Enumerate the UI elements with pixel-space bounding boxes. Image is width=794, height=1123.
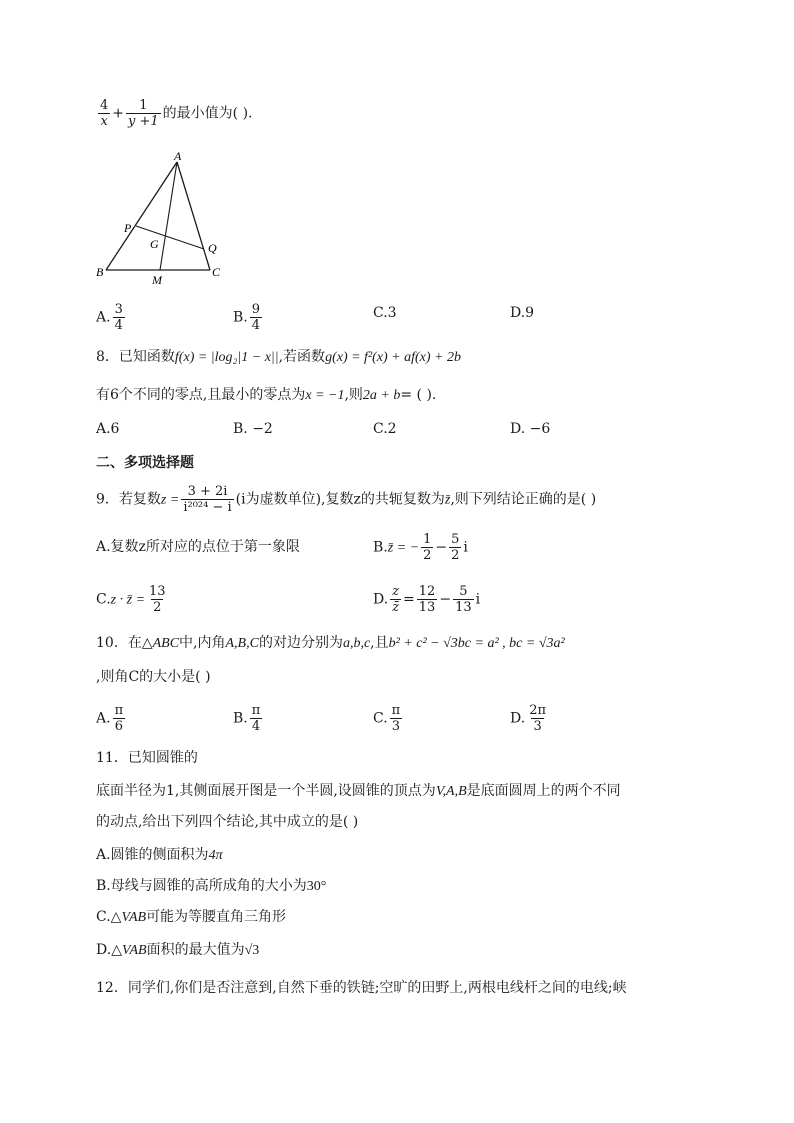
q9-option-d[interactable]: D. $\frac{z}{z̄}$ = $\frac{12}{13}$ − $\frac{5}{13}$ i <box>373 584 481 615</box>
q7-option-d[interactable]: D.9 <box>510 305 535 321</box>
q8-option-a[interactable]: A.6 <box>96 421 120 437</box>
q11-option-a[interactable]: A.圆锥的侧面积为4π <box>96 847 223 863</box>
label-B: B <box>96 265 104 279</box>
q7-stem: $\frac{4}{x}$ + $\frac{1}{y +1}$ 的最小值为( ). <box>100 98 253 129</box>
label-G: G <box>150 237 159 251</box>
q7-option-c[interactable]: C.3 <box>373 305 397 321</box>
q10-option-b[interactable]: B. $\frac{\pi}{4}$ <box>233 703 261 734</box>
section-title: 二、多项选择题 <box>96 455 194 471</box>
q11-line-1: 11．已知圆锥的 <box>96 750 198 766</box>
q11-option-c[interactable]: C.△VAB可能为等腰直角三角形 <box>96 909 287 925</box>
q10-option-d[interactable]: D. $\frac{2\pi}{3}$ <box>510 703 547 734</box>
q10-option-c[interactable]: C. $\frac{\pi}{3}$ <box>373 703 401 734</box>
q7-fraction-1: $\frac{4}{x}$ <box>100 98 109 129</box>
q8-option-c[interactable]: C.2 <box>373 421 397 437</box>
q12-line-1: 12．同学们,你们是否注意到,自然下垂的铁链;空旷的田野上,两根电线杆之间的电线;峡 <box>96 980 627 996</box>
label-M: M <box>152 273 162 287</box>
q8-line-2: 有6个不同的零点,且最小的零点为x = −1,则2a + b= ( ). <box>96 387 437 403</box>
q11-option-b[interactable]: B.母线与圆锥的高所成角的大小为30° <box>96 878 327 894</box>
q7-option-a[interactable]: A. $\frac{3}{4}$ <box>96 302 123 333</box>
q10-line-2: ,则角C的大小是( ) <box>96 669 211 685</box>
q11-line-3: 的动点,给出下列四个结论,其中成立的是( ) <box>96 814 359 830</box>
q8-line-1: 8．已知函数f(x) = |log₂|1 − x||,若函数g(x) = f²(x) + af(x) + 2b <box>96 349 461 365</box>
q7-option-b[interactable]: B. $\frac{9}{4}$ <box>233 302 261 333</box>
q9-option-b[interactable]: B.z̄ = − $\frac{1}{2}$ − $\frac{5}{2}$ i <box>373 532 468 563</box>
q9-stem: 9．若复数z = $\frac{3 + 2i}{\text{i²⁰²⁴ − i}}$ (i为虚数单位),复数z的共轭复数为z̄,则下列结论正确的是( ) <box>96 484 597 515</box>
q10-option-a[interactable]: A. $\frac{\pi}{6}$ <box>96 703 124 734</box>
label-P: P <box>124 221 132 235</box>
q8-option-d[interactable]: D. −6 <box>510 421 551 437</box>
q7-fraction-2: $\frac{1}{y +1}$ <box>128 98 159 129</box>
q9-option-c[interactable]: C.z · z̄ = $\frac{13}{2}$ <box>96 584 166 615</box>
q11-option-d[interactable]: D.△VAB面积的最大值为√3 <box>96 942 260 958</box>
q11-line-2: 底面半径为1,其侧面展开图是一个半圆,设圆锥的顶点为V,A,B是底面圆周上的两个不同 <box>96 783 621 799</box>
label-C: C <box>212 265 221 279</box>
q10-line-1: 10．在△ABC中,内角A,B,C的对边分别为a,b,c,且b² + c² − √3bc = a² , bc = √3a² <box>96 635 565 651</box>
q9-option-a[interactable]: A.复数z所对应的点位于第一象限 <box>96 539 300 555</box>
triangle-figure <box>92 148 232 288</box>
q8-option-b[interactable]: B. −2 <box>233 421 273 437</box>
label-Q: Q <box>208 241 217 255</box>
label-A: A <box>174 149 182 163</box>
